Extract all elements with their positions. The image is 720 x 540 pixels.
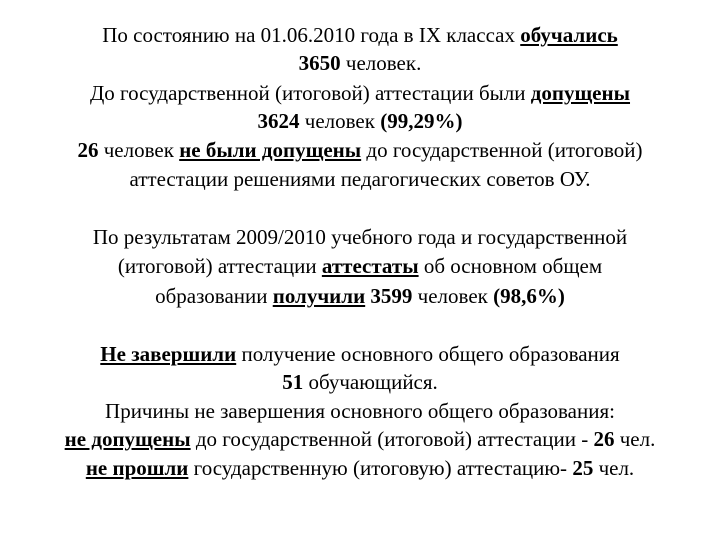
p3-l5-tail: чел. — [593, 456, 635, 480]
p1-l3-emphasis: допущены — [530, 81, 631, 105]
p3-l2-number: 51 — [282, 370, 304, 394]
p2-line-1 — [0, 224, 720, 250]
p2-l3-percent: (98,6%) — [493, 284, 565, 308]
p1-l3-text: До государственной (итоговой) аттестации были — [89, 81, 531, 105]
p1-l2-number: 3650 — [298, 51, 341, 75]
p2-l3-text: образовании — [155, 284, 273, 308]
p3-l1-emphasis: Не завершили — [100, 342, 237, 366]
p3-l5-emphasis: не прошли — [85, 456, 189, 480]
p1-line-5 — [0, 137, 720, 163]
p2-line-3 — [0, 283, 720, 309]
p1-l5-tail: до государственной (итоговой) — [361, 138, 643, 162]
p1-line-4 — [0, 108, 720, 134]
p2-l2-text: (итоговой) аттестации — [117, 254, 322, 278]
p1-line-1 — [0, 22, 720, 48]
p2-l2-tail: об основном общем — [418, 254, 603, 278]
p3-l2-text: обучающийся. — [303, 370, 438, 394]
p1-l6-text: аттестации решениями педагогических советов ОУ. — [129, 167, 591, 191]
p1-l5-number: 26 — [77, 138, 99, 162]
p1-l4-number: 3624 — [257, 109, 300, 133]
p2-line-2 — [0, 253, 720, 279]
p2-l3-tail: человек — [412, 284, 494, 308]
p3-line-5 — [0, 455, 720, 481]
p3-line-2 — [0, 369, 720, 395]
p3-line-3 — [0, 398, 720, 424]
p3-l4-text: до государственной (итоговой) аттестации - — [190, 427, 594, 451]
p3-l4-emphasis: не допущены — [64, 427, 191, 451]
p2-l3-number: 3599 — [365, 284, 413, 308]
p2-l2-emphasis: аттестаты — [321, 254, 419, 278]
p1-line-2 — [0, 50, 720, 76]
p1-l5-text: человек — [98, 138, 180, 162]
p3-l3-text: Причины не завершения основного общего образования: — [105, 399, 615, 423]
p1-l1-emphasis: обучались — [520, 23, 618, 47]
p1-line-6 — [0, 166, 720, 192]
p1-line-3 — [0, 80, 720, 106]
p3-line-4 — [0, 426, 720, 452]
p3-l5-text: государственную (итоговую) аттестацию- — [188, 456, 573, 480]
p3-line-1 — [0, 341, 720, 367]
p1-l1-text: По состоянию на 01.06.2010 года в IX классах — [102, 23, 521, 47]
p3-l4-tail: чел. — [614, 427, 656, 451]
p1-l5-emphasis: не были допущены — [179, 138, 362, 162]
p2-l1-text: По результатам 2009/2010 учебного года и государственной — [92, 225, 628, 249]
p3-l1-text: получение основного общего образования — [236, 342, 620, 366]
p3-l5-number: 25 — [572, 456, 594, 480]
p3-l4-number: 26 — [593, 427, 615, 451]
p2-l3-emphasis: получили — [272, 284, 366, 308]
p1-l2-text: человек. — [340, 51, 422, 75]
p1-l4-percent: (99,29%) — [380, 109, 463, 133]
p1-l4-text: человек — [299, 109, 381, 133]
